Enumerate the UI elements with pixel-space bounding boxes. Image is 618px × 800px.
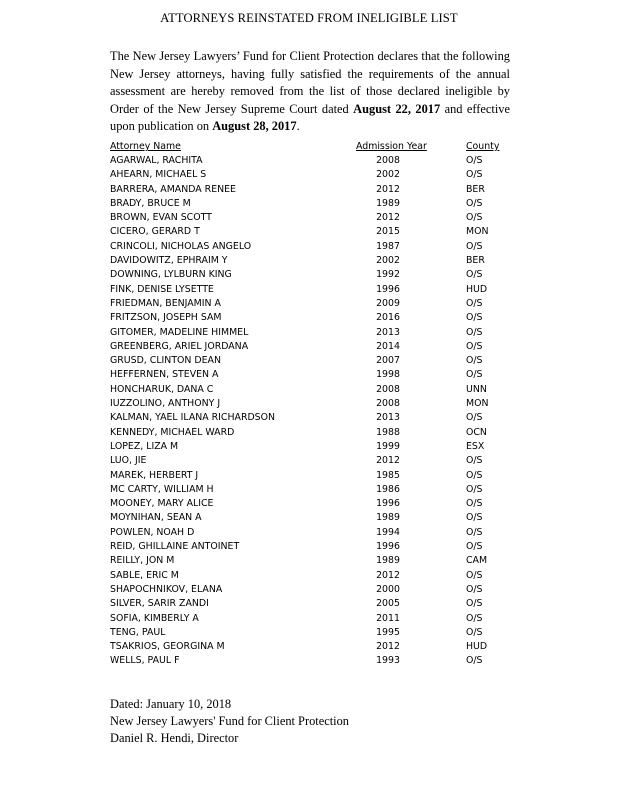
table-row [110, 612, 510, 626]
admission-year-cell: 1989 [376, 555, 400, 567]
county-cell: O/S [466, 369, 483, 381]
admission-year-cell: 2008 [376, 398, 400, 410]
attorney-name-cell: WELLS, PAUL F [110, 655, 180, 667]
county-cell: MON [466, 398, 489, 410]
admission-year-cell: 2012 [376, 455, 400, 467]
admission-year-cell: 1986 [376, 483, 400, 495]
table-row [110, 597, 510, 611]
admission-year-cell: 2002 [376, 169, 400, 181]
county-cell: O/S [466, 655, 483, 667]
table-row [110, 483, 510, 497]
county-cell: HUD [466, 283, 488, 295]
county-cell: O/S [466, 197, 483, 209]
table-row [110, 254, 510, 268]
county-cell: O/S [466, 541, 483, 553]
table-row [110, 283, 510, 297]
county-cell: O/S [466, 512, 483, 524]
attorney-name-cell: BRADY, BRUCE M [110, 197, 191, 209]
attorney-name-cell: REID, GHILLAINE ANTOINET [110, 541, 240, 553]
admission-year-cell: 2002 [376, 255, 400, 267]
admission-year-cell: 2015 [376, 226, 400, 238]
table-row [110, 211, 510, 225]
table-row [110, 497, 510, 511]
admission-year-cell: 2012 [376, 212, 400, 224]
attorney-name-cell: FRITZSON, JOSEPH SAM [110, 312, 222, 324]
header-county: County [466, 141, 500, 152]
county-cell: O/S [466, 212, 483, 224]
intro-text-part2: and effective upon publication on [110, 101, 510, 133]
table-row [110, 297, 510, 311]
admission-year-cell: 2007 [376, 355, 400, 367]
table-row [110, 240, 510, 254]
admission-year-cell: 1992 [376, 269, 400, 281]
admission-year-cell: 1988 [376, 426, 400, 438]
table-row [110, 654, 510, 668]
attorney-name-cell: CRINCOLI, NICHOLAS ANGELO [110, 240, 252, 252]
order-date: August 22, 2017 [353, 101, 441, 116]
admission-year-cell: 1996 [376, 541, 400, 553]
attorney-name-cell: GITOMER, MADELINE HIMMEL [110, 326, 249, 338]
county-cell: O/S [466, 583, 483, 595]
table-row [110, 225, 510, 239]
table-row [110, 440, 510, 454]
county-cell: UNN [466, 383, 487, 395]
admission-year-cell: 1985 [376, 469, 400, 481]
county-cell: O/S [466, 612, 483, 624]
table-row [110, 397, 510, 411]
attorney-name-cell: SOFIA, KIMBERLY A [110, 612, 199, 624]
table-row [110, 526, 510, 540]
admission-year-cell: 2016 [376, 312, 400, 324]
attorney-name-cell: BROWN, EVAN SCOTT [110, 212, 212, 224]
table-row [110, 268, 510, 282]
header-admission-year: Admission Year [356, 141, 427, 152]
attorney-table [110, 139, 510, 669]
table-row [110, 411, 510, 425]
county-cell: O/S [466, 240, 483, 252]
county-cell: O/S [466, 412, 483, 424]
county-cell: O/S [466, 312, 483, 324]
table-row [110, 469, 510, 483]
table-row [110, 154, 510, 168]
county-cell: ESX [466, 440, 485, 452]
organization-line: New Jersey Lawyers' Fund for Client Protection [110, 713, 349, 728]
county-cell: BER [466, 183, 485, 195]
attorney-name-cell: MC CARTY, WILLIAM H [110, 483, 214, 495]
county-cell: O/S [466, 355, 483, 367]
signature-block [110, 696, 349, 746]
table-row [110, 368, 510, 382]
intro-paragraph [110, 48, 510, 136]
admission-year-cell: 1996 [376, 283, 400, 295]
admission-year-cell: 1989 [376, 512, 400, 524]
county-cell: O/S [466, 483, 483, 495]
table-row [110, 197, 510, 211]
attorney-name-cell: MOONEY, MARY ALICE [110, 498, 214, 510]
table-row [110, 626, 510, 640]
table-header-row [110, 139, 510, 154]
attorney-name-cell: GREENBERG, ARIEL JORDANA [110, 340, 249, 352]
attorney-name-cell: REILLY, JON M [110, 555, 175, 567]
admission-year-cell: 1994 [376, 526, 400, 538]
attorney-name-cell: GRUSD, CLINTON DEAN [110, 355, 221, 367]
attorney-name-cell: AGARWAL, RACHITA [110, 155, 203, 166]
admission-year-cell: 1996 [376, 498, 400, 510]
table-row [110, 426, 510, 440]
table-row [110, 383, 510, 397]
attorney-name-cell: AHEARN, MICHAEL S [110, 169, 207, 181]
admission-year-cell: 1987 [376, 240, 400, 252]
table-row [110, 640, 510, 654]
table-body [110, 154, 510, 669]
intro-text-part3: . [296, 119, 300, 133]
dated-line: Dated: January 10, 2018 [110, 697, 232, 711]
table-row [110, 583, 510, 597]
attorney-name-cell: SHAPOCHNIKOV, ELANA [110, 583, 223, 595]
attorney-name-cell: FINK, DENISE LYSETTE [110, 283, 214, 295]
table-row [110, 326, 510, 340]
county-cell: O/S [466, 598, 483, 610]
county-cell: O/S [466, 526, 483, 538]
table-row [110, 354, 510, 368]
table-row [110, 311, 510, 325]
attorney-name-cell: CICERO, GERARD T [110, 226, 200, 238]
county-cell: O/S [466, 297, 483, 309]
county-cell: CAM [466, 555, 488, 567]
table-row [110, 340, 510, 354]
admission-year-cell: 1999 [376, 440, 400, 452]
admission-year-cell: 2005 [376, 598, 400, 610]
county-cell: O/S [466, 155, 483, 166]
admission-year-cell: 2013 [376, 412, 400, 424]
attorney-name-cell: TSAKRIOS, GEORGINA M [110, 641, 225, 653]
county-cell: BER [466, 255, 485, 267]
table-row [110, 540, 510, 554]
table-row [110, 168, 510, 182]
table-row [110, 454, 510, 468]
attorney-name-cell: BARRERA, AMANDA RENEE [110, 183, 236, 195]
table-row [110, 511, 510, 525]
attorney-name-cell: KALMAN, YAEL ILANA RICHARDSON [110, 412, 276, 424]
attorney-name-cell: SILVER, SARIR ZANDI [110, 598, 209, 610]
attorney-name-cell: POWLEN, NOAH D [110, 526, 195, 538]
attorney-name-cell: SABLE, ERIC M [110, 569, 179, 581]
table-row [110, 554, 510, 568]
attorney-name-cell: LOPEZ, LIZA M [110, 440, 179, 452]
admission-year-cell: 1998 [376, 369, 400, 381]
attorney-name-cell: FRIEDMAN, BENJAMIN A [110, 297, 221, 309]
attorney-name-cell: KENNEDY, MICHAEL WARD [110, 426, 235, 438]
admission-year-cell: 2011 [376, 612, 400, 624]
admission-year-cell: 1989 [376, 197, 400, 209]
attorney-name-cell: MOYNIHAN, SEAN A [110, 512, 202, 524]
county-cell: OCN [466, 426, 487, 438]
effective-date: August 28, 2017 [212, 119, 297, 133]
admission-year-cell: 1993 [376, 655, 400, 667]
admission-year-cell: 2009 [376, 297, 400, 309]
county-cell: O/S [466, 498, 483, 510]
county-cell: O/S [466, 169, 483, 181]
attorney-name-cell: HONCHARUK, DANA C [110, 383, 214, 395]
county-cell: MON [466, 226, 489, 238]
table-row [110, 569, 510, 583]
document-title: ATTORNEYS REINSTATED FROM INELIGIBLE LIST [160, 11, 458, 25]
attorney-name-cell: HEFFERNEN, STEVEN A [110, 369, 219, 381]
attorney-name-cell: DOWNING, LYLBURN KING [110, 269, 232, 281]
admission-year-cell: 2008 [376, 383, 400, 395]
table-row [110, 183, 510, 197]
attorney-name-cell: MAREK, HERBERT J [110, 469, 199, 481]
county-cell: O/S [466, 269, 483, 281]
county-cell: O/S [466, 340, 483, 352]
county-cell: HUD [466, 641, 488, 653]
county-cell: O/S [466, 626, 483, 638]
admission-year-cell: 2012 [376, 641, 400, 653]
attorney-name-cell: LUO, JIE [110, 455, 147, 467]
attorney-name-cell: TENG, PAUL [110, 626, 166, 638]
admission-year-cell: 2014 [376, 340, 400, 352]
header-attorney-name: Attorney Name [110, 141, 181, 152]
admission-year-cell: 2008 [376, 155, 400, 166]
county-cell: O/S [466, 569, 483, 581]
signatory-line: Daniel R. Hendi, Director [110, 730, 239, 745]
county-cell: O/S [466, 455, 483, 467]
county-cell: O/S [466, 469, 483, 481]
admission-year-cell: 2000 [376, 583, 400, 595]
admission-year-cell: 2012 [376, 569, 400, 581]
admission-year-cell: 2012 [376, 183, 400, 195]
attorney-name-cell: IUZZOLINO, ANTHONY J [110, 398, 221, 410]
county-cell: O/S [466, 326, 483, 338]
admission-year-cell: 1995 [376, 626, 400, 638]
intro-text-part1: The New Jersey Lawyers’ Fund for Client Protection declares that the following New Jersey attorneys, having fully satisfied the requirements of the annual assessment are hereby removed from the list of those declared ineligible by Order of the New Jersey Supreme Court dated [110, 49, 510, 116]
admission-year-cell: 2013 [376, 326, 400, 338]
attorney-name-cell: DAVIDOWITZ, EPHRAIM Y [110, 255, 228, 267]
